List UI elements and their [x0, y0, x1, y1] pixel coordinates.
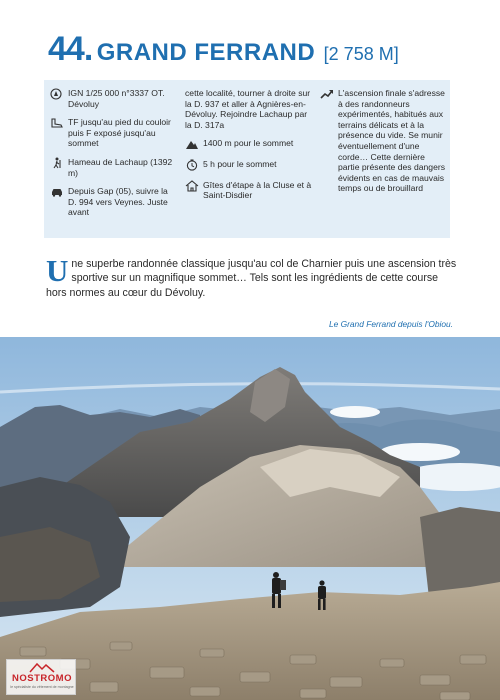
- house-icon: [185, 180, 199, 192]
- info-column-1: [50, 88, 178, 226]
- clock-icon: [185, 159, 199, 171]
- arrow-icon: [320, 88, 334, 100]
- info-advice: [320, 88, 448, 194]
- dropcap: U: [46, 253, 69, 288]
- route-altitude: [2 758 M]: [323, 44, 399, 64]
- logo-name: NOSTROMO: [12, 673, 72, 684]
- logo-mark-icon: [29, 662, 55, 673]
- advice-text: L'ascension finale s'adresse à des randonneurs expérimentés, habitués aux terrains délicats et à la présence du vide. Se munir éventuellement d'une corde… Cette dernière partie présente des dangers évidents en cas de mauvais temps ou de brouillard: [338, 88, 446, 194]
- info-lodging: [185, 180, 313, 201]
- info-difficulty: [50, 117, 178, 149]
- nostromo-logo: [6, 659, 76, 695]
- start-text: Hameau de Lachaup (1392 m): [68, 156, 173, 178]
- info-elevation: [185, 138, 313, 149]
- duration-text: 5 h pour le sommet: [203, 158, 277, 169]
- info-box: [44, 80, 450, 238]
- difficulty-text: TF jusqu'au pied du couloir puis F exposé jusqu'au sommet: [68, 117, 171, 149]
- access-text-b: cette localité, tourner à droite sur la D. 937 et aller à Agnières-en-Dévoluy. Rejoindre Lachaup par la D. 317a: [185, 88, 311, 130]
- logo-tagline: le spécialiste du vêtement de montagne: [10, 685, 74, 689]
- info-column-2: [185, 88, 313, 211]
- elevation-text: 1400 m pour le sommet: [203, 138, 294, 149]
- car-icon: [50, 186, 64, 198]
- info-duration: [185, 159, 313, 170]
- intro-text: ne superbe randonnée classique jusqu'au col de Charnier puis une ascension très sportive sur un magnifique sommet… Tels sont les ingrédients de cette course hors normes au cœur du Dévoluy.: [46, 258, 457, 299]
- hiker-icon: [50, 157, 64, 169]
- mountain-photo: [0, 337, 500, 700]
- access-text-a: Depuis Gap (05), suivre la D. 994 vers Veynes. Juste avant: [68, 186, 168, 218]
- lodging-text: Gîtes d'étape à la Cluse et à Saint-Disdier: [203, 179, 312, 201]
- intro-paragraph: [46, 253, 458, 300]
- map-icon: [50, 88, 64, 100]
- info-column-3: [320, 88, 448, 202]
- page-title: [48, 30, 468, 74]
- info-map: [50, 88, 178, 109]
- mountain-icon: [185, 138, 199, 150]
- map-text: IGN 1/25 000 n°3337 OT. Dévoluy: [68, 88, 165, 109]
- info-access: [50, 186, 178, 218]
- boot-icon: [50, 117, 64, 129]
- photo-caption: Le Grand Ferrand depuis l'Obiou.: [328, 319, 453, 329]
- route-name: GRAND FERRAND: [96, 39, 316, 66]
- route-number: 44.: [48, 30, 93, 68]
- info-start: [50, 157, 178, 178]
